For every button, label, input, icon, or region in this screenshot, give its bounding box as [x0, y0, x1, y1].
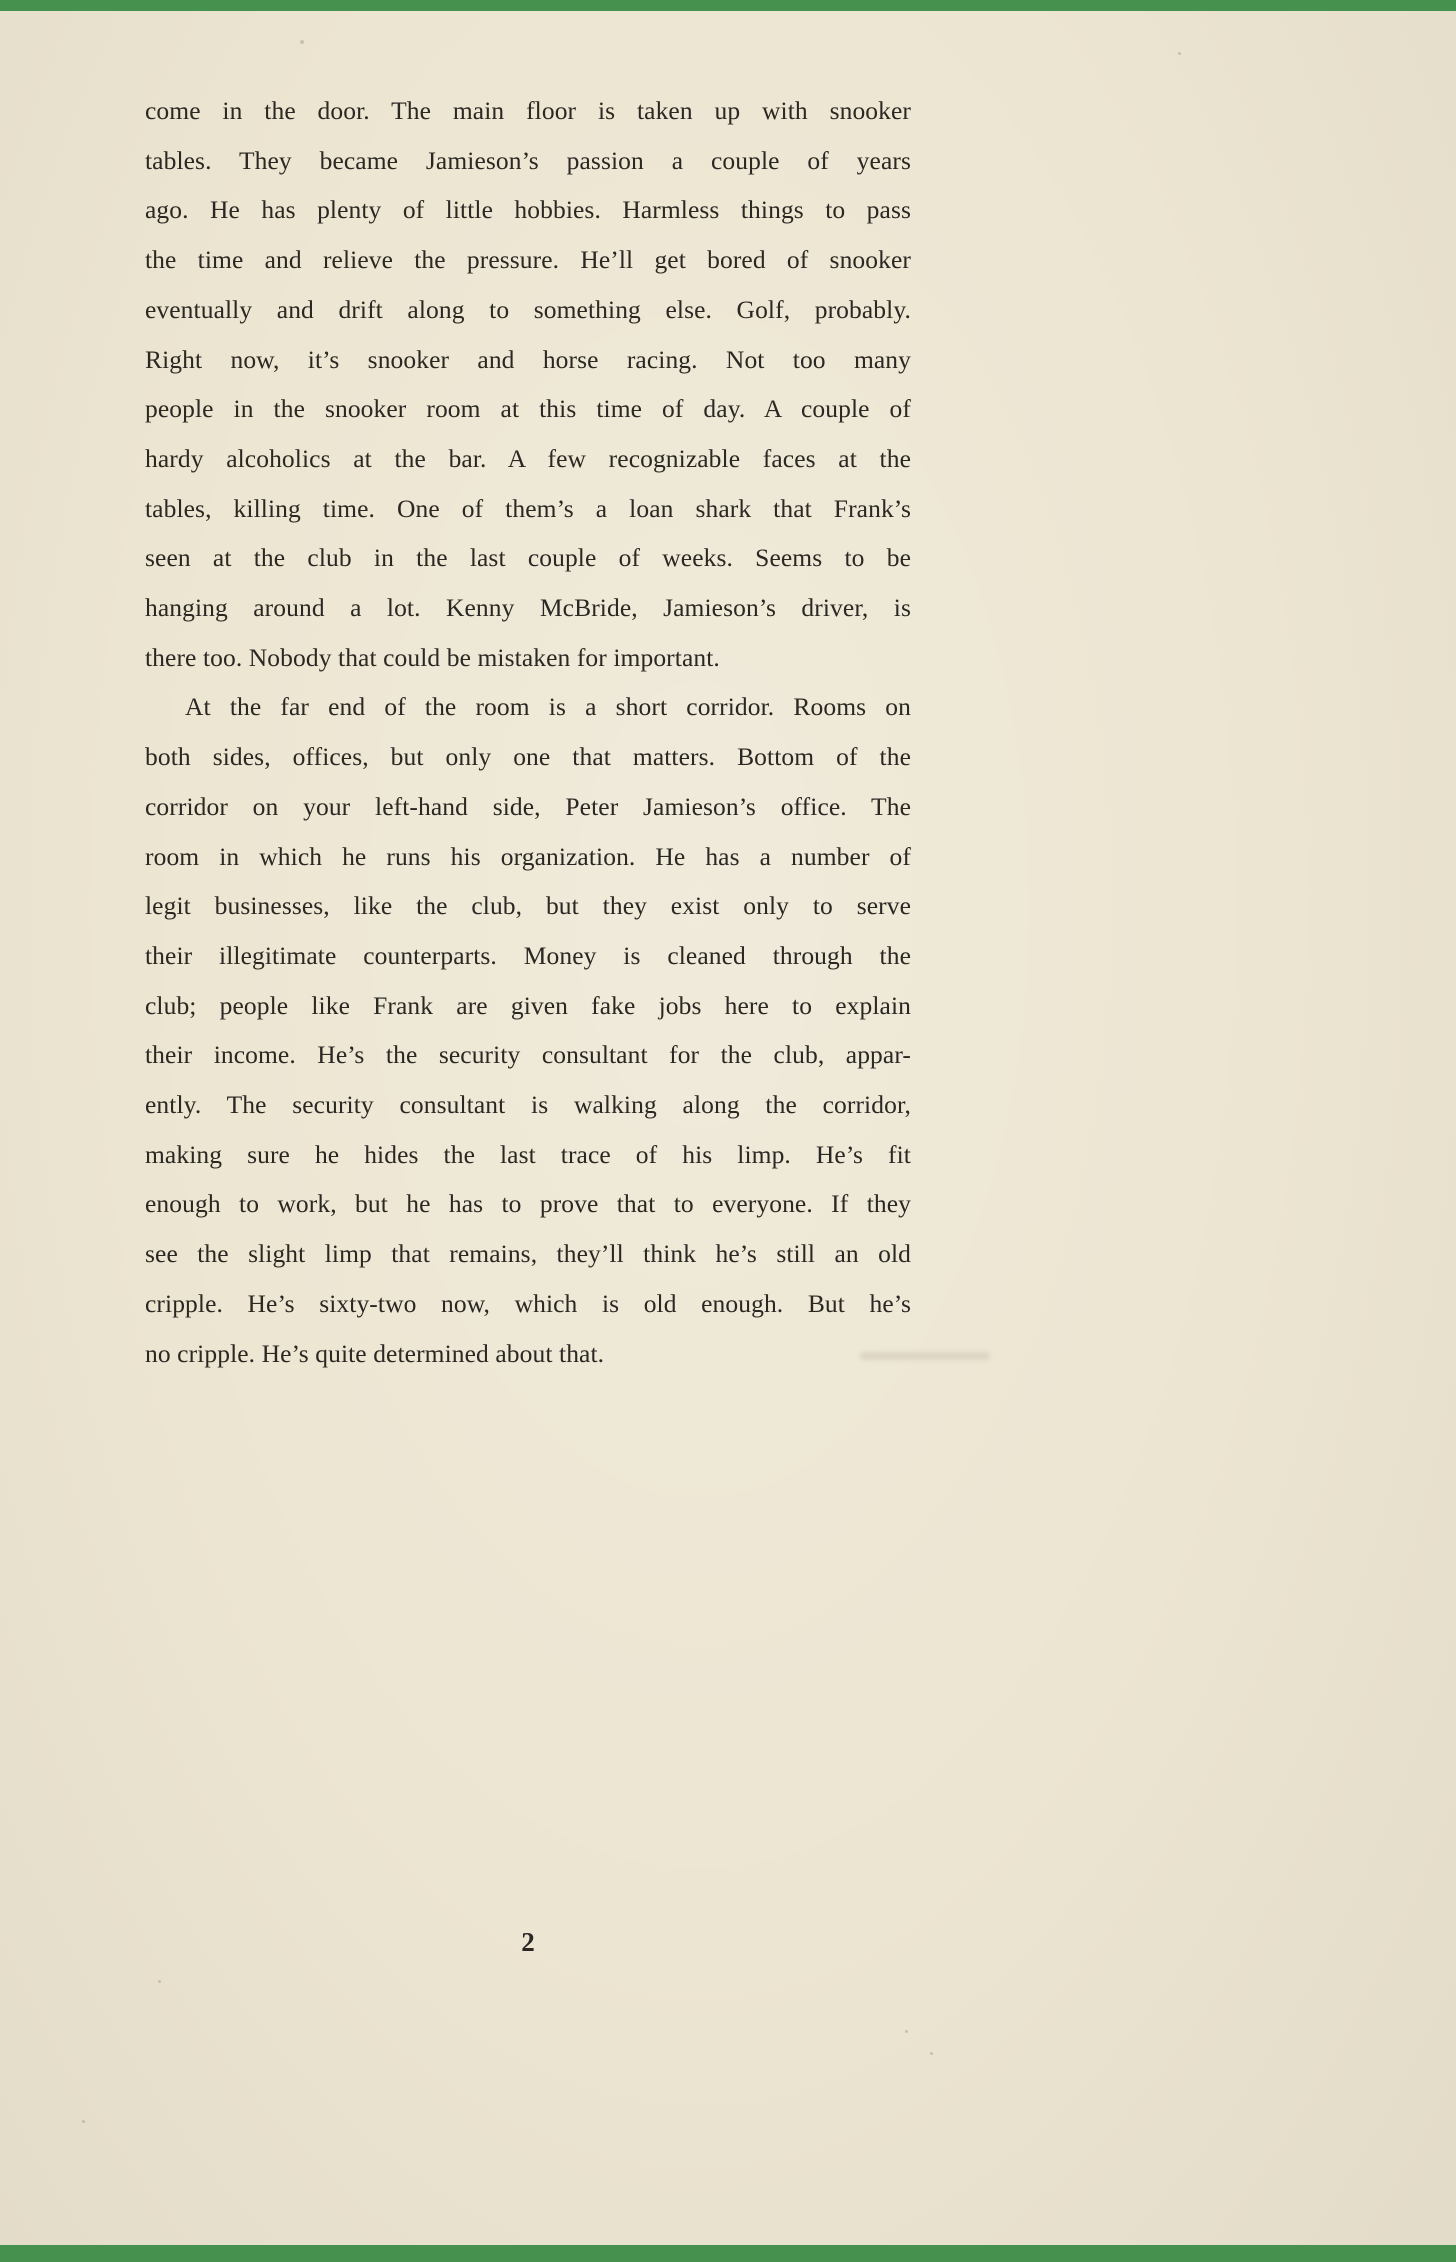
text-line: no cripple. He’s quite determined about that. [145, 1338, 605, 1368]
paper-speck [1178, 52, 1181, 55]
paragraph-1 [145, 86, 911, 682]
text-line: club; people like Frank are given fake jobs here to explain [145, 990, 911, 1020]
text-line: there too. Nobody that could be mistaken for important. [145, 642, 720, 672]
text-line: At the far end of the room is a short corridor. Rooms on [185, 692, 911, 722]
page-number: 2 [521, 1927, 535, 1957]
text-line: legit businesses, like the club, but they exist only to serve [145, 891, 911, 921]
text-line: eventually and drift along to something else. Golf, probably. [145, 294, 911, 324]
text-line: seen at the club in the last couple of weeks. Seems to be [145, 543, 911, 573]
bottom-edge-strip [0, 2245, 1456, 2262]
text-line: the time and relieve the pressure. He’ll get bored of snooker [145, 245, 911, 275]
text-line: their illegitimate counterparts. Money is cleaned through the [145, 940, 911, 970]
text-line: people in the snooker room at this time of day. A couple of [145, 394, 911, 424]
paper-speck [930, 2052, 933, 2055]
paper-speck [905, 2030, 908, 2033]
text-line: ago. He has plenty of little hobbies. Harmless things to pass [145, 195, 911, 225]
text-line: ently. The security consultant is walking along the corridor, [145, 1090, 911, 1120]
text-line: cripple. He’s sixty-two now, which is old enough. But he’s [145, 1288, 911, 1318]
text-line: making sure he hides the last trace of his limp. He’s fit [145, 1139, 911, 1169]
text-line: both sides, offices, but only one that matters. Bottom of the [145, 742, 911, 772]
text-line: Right now, it’s snooker and horse racing. Not too many [145, 344, 911, 374]
text-line: enough to work, but he has to prove that to everyone. If they [145, 1189, 911, 1219]
paper-speck [300, 40, 304, 44]
text-line: corridor on your left-hand side, Peter Jamieson’s office. The [145, 791, 911, 821]
text-line: hardy alcoholics at the bar. A few recognizable faces at the [145, 443, 911, 473]
paper-speck [158, 1980, 161, 1983]
text-line: see the slight limp that remains, they’ll think he’s still an old [145, 1239, 911, 1269]
top-edge-strip [0, 0, 1456, 11]
paper-smudge [860, 1352, 990, 1360]
paper-speck [82, 2120, 85, 2123]
text-line: hanging around a lot. Kenny McBride, Jamieson’s driver, is [145, 593, 911, 623]
text-line: tables. They became Jamieson’s passion a couple of years [145, 145, 911, 175]
text-line: come in the door. The main floor is taken up with snooker [145, 96, 911, 125]
text-line: their income. He’s the security consultant for the club, appar- [145, 1040, 911, 1070]
text-line: tables, killing time. One of them’s a loan shark that Frank’s [145, 493, 911, 523]
paragraph-2 [145, 682, 911, 1378]
text-line: room in which he runs his organization. He has a number of [145, 841, 911, 871]
text-block [145, 86, 911, 1378]
